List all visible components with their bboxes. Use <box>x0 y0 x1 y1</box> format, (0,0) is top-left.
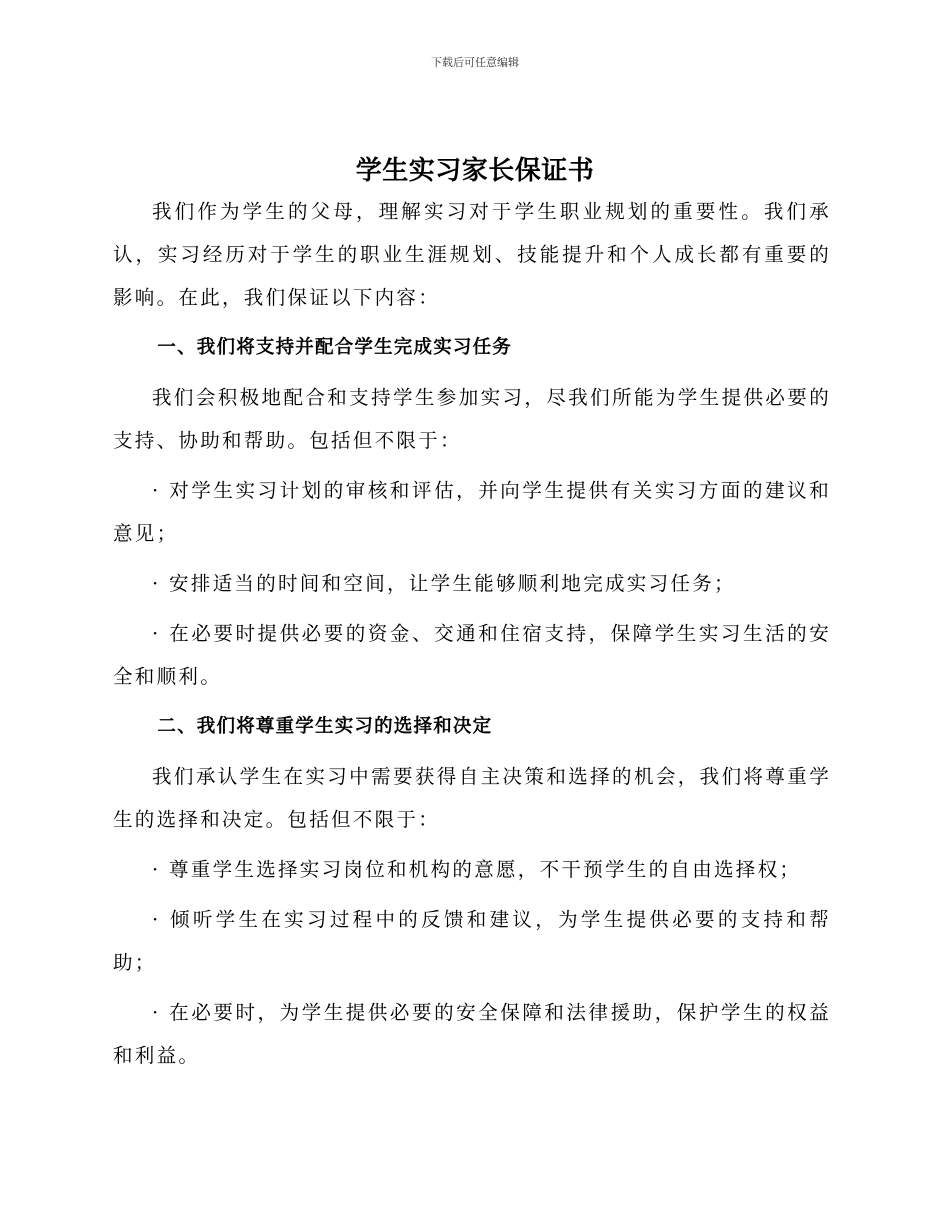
document-title: 学生实习家长保证书 <box>355 156 595 186</box>
section-2-paragraph: 我们承认学生在实习中需要获得自主决策和选择的机会，我们将尊重学生的选择和决定。包括但不限于： <box>113 765 831 831</box>
section-1-bullet-2: · 安排适当的时间和空间，让学生能够顺利地完成实习任务； <box>152 572 736 595</box>
intro-paragraph: 我们作为学生的父母，理解实习对于学生职业规划的重要性。我们承认，实习经历对于学生的职业生涯规划、技能提升和个人成长都有重要的影响。在此，我们保证以下内容： <box>113 200 831 309</box>
section-1-paragraph: 我们会积极地配合和支持学生参加实习，尽我们所能为学生提供必要的支持、协助和帮助。包括但不限于： <box>113 386 831 452</box>
section-2-bullet-1: · 尊重学生选择实习岗位和机构的意愿，不干预学生的自由选择权； <box>152 858 802 881</box>
section-2-bullet-3: · 在必要时，为学生提供必要的安全保障和法律援助，保护学生的权益和利益。 <box>113 1001 831 1067</box>
section-2-bullet-2: · 倾听学生在实习过程中的反馈和建议，为学生提供必要的支持和帮助； <box>113 908 831 974</box>
section-heading-2: 二、我们将尊重学生实习的选择和决定 <box>157 716 493 737</box>
document-body <box>113 190 831 1077</box>
header-note: 下载后可任意编辑 <box>431 56 519 69</box>
section-1-bullet-1: · 对学生实习计划的审核和评估，并向学生提供有关实习方面的建议和意见； <box>113 479 831 545</box>
section-heading-1: 一、我们将支持并配合学生完成实习任务 <box>157 337 512 358</box>
section-1-bullet-3: · 在必要时提供必要的资金、交通和住宿支持，保障学生实习生活的安全和顺利。 <box>113 622 831 688</box>
